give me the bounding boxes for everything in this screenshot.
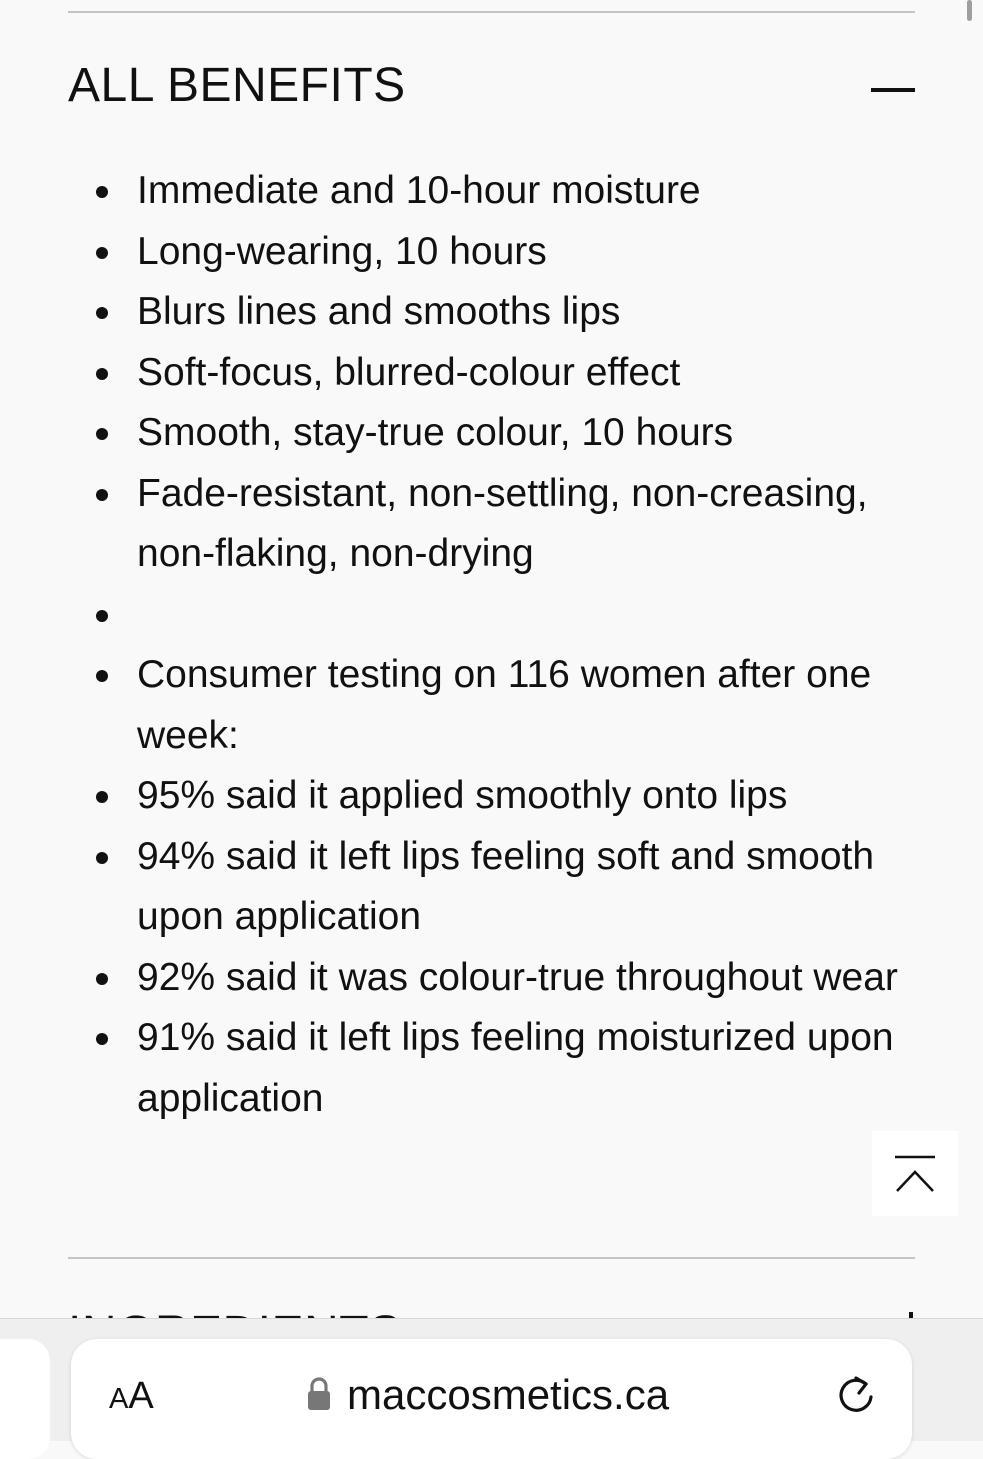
section-title: ALL BENEFITS (68, 59, 406, 112)
text-size-button[interactable] (109, 1375, 154, 1419)
benefit-item: Blurs lines and smooths lips (137, 282, 927, 343)
previous-tab-peek[interactable] (0, 1339, 50, 1459)
benefit-item: 92% said it was colour-true throughout wear (137, 948, 927, 1009)
benefit-item: 94% said it left lips feeling soft and smooth upon application (137, 827, 927, 948)
top-divider (68, 11, 915, 13)
lock-icon (307, 1377, 331, 1411)
benefit-item-empty (137, 585, 927, 646)
ingredients-section-header[interactable] (68, 1288, 915, 1318)
url-text[interactable]: maccosmetics.ca (347, 1371, 670, 1418)
benefit-item: 95% said it applied smoothly onto lips (137, 766, 927, 827)
back-to-top-button[interactable] (872, 1131, 958, 1216)
collapse-section-button[interactable] (870, 72, 916, 108)
browser-toolbar (0, 1318, 983, 1441)
benefit-item: Long-wearing, 10 hours (137, 222, 927, 283)
benefit-item: Fade-resistant, non-settling, non-creasing, non-flaking, non-drying (137, 464, 927, 585)
benefit-item: Soft-focus, blurred-colour effect (137, 343, 927, 404)
benefit-item: Smooth, stay-true colour, 10 hours (137, 403, 927, 464)
text-size-large-a: A (128, 1375, 154, 1417)
benefit-item: Consumer testing on 116 women after one week: (137, 645, 927, 766)
text-size-small-a: A (109, 1383, 129, 1415)
benefits-list (137, 161, 927, 1129)
minus-icon (871, 88, 915, 92)
address-bar[interactable] (71, 1339, 912, 1459)
reload-icon[interactable] (833, 1373, 879, 1419)
page-scroll-indicator (967, 0, 972, 21)
arrow-up-to-top-icon (872, 1131, 958, 1216)
benefit-item: 91% said it left lips feeling moisturized upon application (137, 1008, 927, 1129)
benefit-item: Immediate and 10-hour moisture (137, 161, 927, 222)
bottom-divider (68, 1257, 915, 1259)
